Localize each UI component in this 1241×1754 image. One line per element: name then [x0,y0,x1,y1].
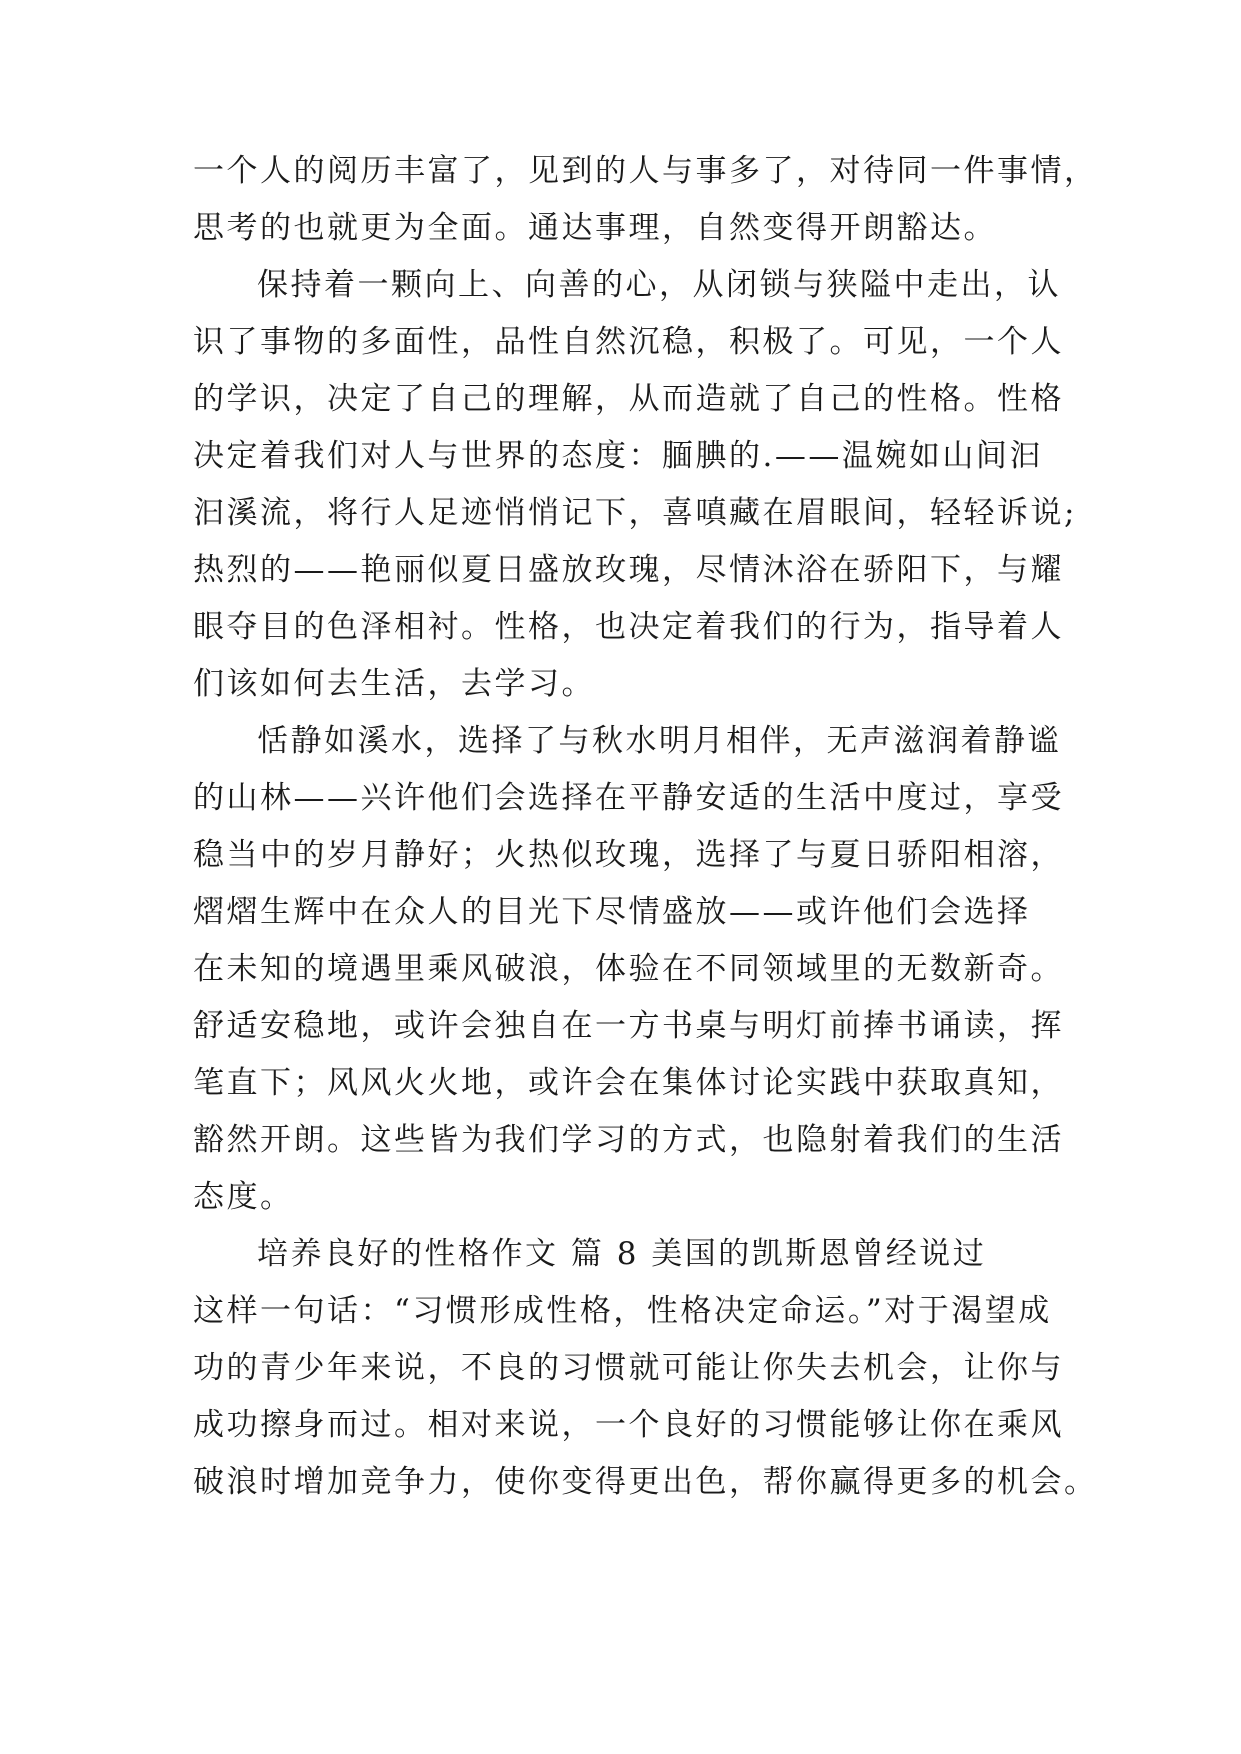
text-line: 功的青少年来说，不良的习惯就可能让你失去机会，让你与 [193,1350,1064,1386]
text-line: 培养良好的性格作文 篇 8 美国的凯斯恩曾经说过 [257,1236,987,1272]
text-line: 熠熠生辉中在众人的目光下尽情盛放——或许他们会选择 [193,894,1031,930]
text-line: 态度。 [193,1179,294,1215]
text-line: 思考的也就更为全面。通达事理，自然变得开朗豁达。 [193,210,997,246]
text-line: 热烈的——艳丽似夏日盛放玫瑰，尽情沐浴在骄阳下，与耀 [193,552,1064,588]
text-line: 舒适安稳地，或许会独自在一方书桌与明灯前捧书诵读，挥 [193,1008,1064,1044]
text-line: 成功擦身而过。相对来说，一个良好的习惯能够让你在乘风 [193,1407,1064,1443]
text-line: 笔直下；风风火火地，或许会在集体讨论实践中获取真知， [193,1065,1064,1101]
text-line: 破浪时增加竞争力，使你变得更出色，帮你赢得更多的机会。 [193,1464,1098,1500]
text-line: 们该如何去生活，去学习。 [193,666,595,702]
text-line: 一个人的阅历丰富了，见到的人与事多了，对待同一件事情， [193,153,1098,189]
text-line: 恬静如溪水，选择了与秋水明月相伴，无声滋润着静谧 [257,723,1061,759]
text-line: 汩溪流，将行人足迹悄悄记下，喜嗔藏在眉眼间，轻轻诉说; [193,495,1077,531]
text-line: 这样一句话：“习惯形成性格，性格决定命运。”对于渴望成 [193,1293,1052,1329]
text-line: 豁然开朗。这些皆为我们学习的方式，也隐射着我们的生活 [193,1122,1064,1158]
text-line: 的学识，决定了自己的理解，从而造就了自己的性格。性格 [193,381,1064,417]
document-body [193,143,1098,1511]
text-line: 稳当中的岁月静好；火热似玫瑰，选择了与夏日骄阳相溶， [193,837,1064,873]
text-line: 在未知的境遇里乘风破浪，体验在不同领域里的无数新奇。 [193,951,1064,987]
text-line: 的山林——兴许他们会选择在平静安适的生活中度过，享受 [193,780,1064,816]
text-line: 保持着一颗向上、向善的心，从闭锁与狭隘中走出，认 [257,267,1061,303]
text-line: 决定着我们对人与世界的态度：腼腆的.——温婉如山间汩 [193,438,1043,474]
text-line: 识了事物的多面性，品性自然沉稳，积极了。可见，一个人 [193,324,1064,360]
text-line: 眼夺目的色泽相衬。性格，也决定着我们的行为，指导着人 [193,609,1064,645]
